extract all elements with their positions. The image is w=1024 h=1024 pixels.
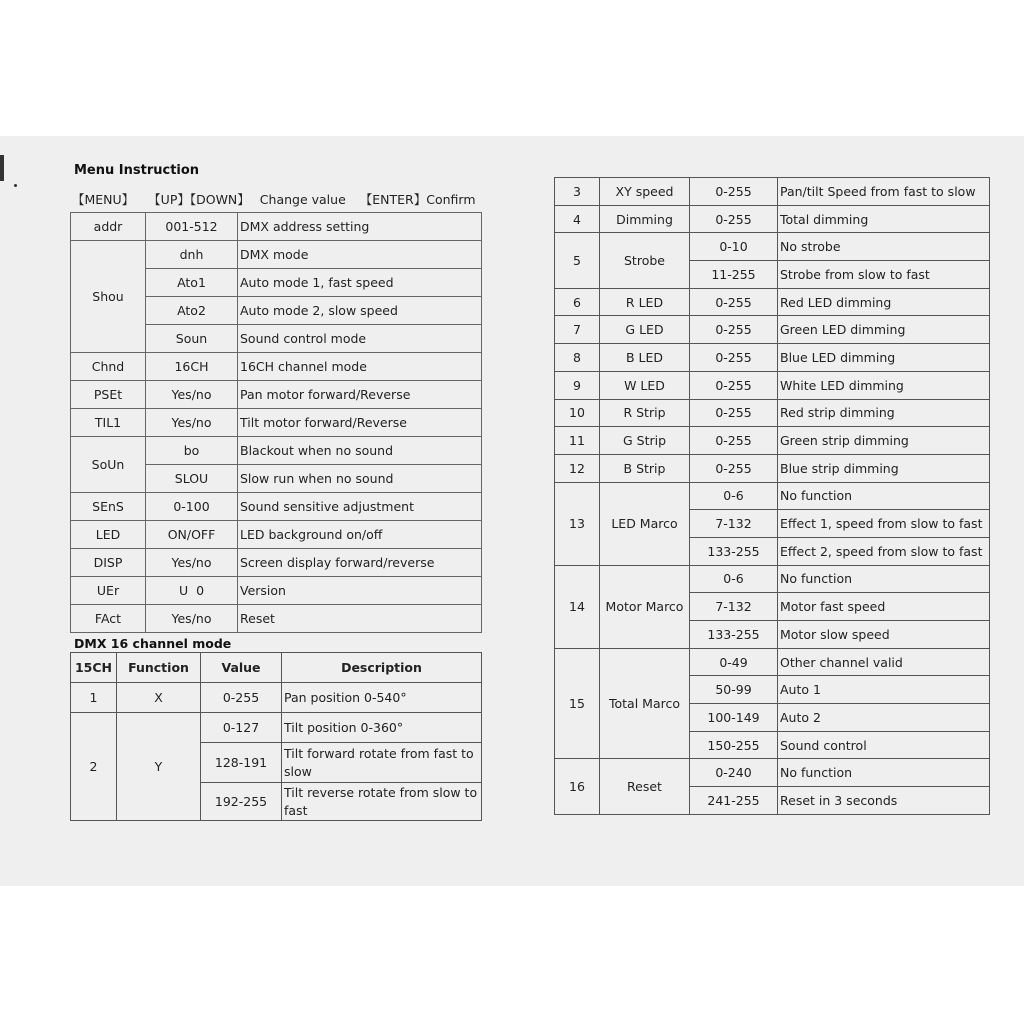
menu-option: Yes/no xyxy=(146,381,238,409)
table-row xyxy=(71,381,482,409)
channel-value: 133-255 xyxy=(690,621,778,649)
table-row xyxy=(555,178,990,206)
channel-number: 4 xyxy=(555,205,600,233)
menu-option: 0-100 xyxy=(146,493,238,521)
channel-function: B LED xyxy=(600,344,690,372)
channel-description: Reset in 3 seconds xyxy=(778,787,990,815)
menu-name: SEnS xyxy=(71,493,146,521)
menu-name: LED xyxy=(71,521,146,549)
menu-name: SoUn xyxy=(71,437,146,493)
channel-description: Auto 1 xyxy=(778,676,990,704)
table-header-row xyxy=(71,653,482,683)
channel-function: Total Marco xyxy=(600,648,690,759)
channel-value: 0-6 xyxy=(690,482,778,510)
menu-option: Ato1 xyxy=(146,269,238,297)
channel-function: W LED xyxy=(600,371,690,399)
channel-description: Blue strip dimming xyxy=(778,454,990,482)
table-row xyxy=(555,759,990,787)
channel-value: 11-255 xyxy=(690,261,778,289)
table-row xyxy=(71,577,482,605)
table-row xyxy=(555,454,990,482)
channel-function: R LED xyxy=(600,288,690,316)
dmx-section-title: DMX 16 channel mode xyxy=(74,636,232,651)
channel-description: Tilt reverse rotate from slow to fast xyxy=(282,783,482,821)
channel-value: 100-149 xyxy=(690,704,778,732)
menu-option: dnh xyxy=(146,241,238,269)
channel-function: Y xyxy=(117,713,201,821)
key-change-value: Change value xyxy=(259,192,346,207)
channel-function: Strobe xyxy=(600,233,690,288)
channel-description: Green LED dimming xyxy=(778,316,990,344)
channel-function: Motor Marco xyxy=(600,565,690,648)
channel-number: 14 xyxy=(555,565,600,648)
channel-value: 150-255 xyxy=(690,731,778,759)
channel-number: 6 xyxy=(555,288,600,316)
channel-description: Motor fast speed xyxy=(778,593,990,621)
channel-value: 0-49 xyxy=(690,648,778,676)
channel-value: 241-255 xyxy=(690,787,778,815)
header-description: Description xyxy=(282,653,482,683)
channel-function: Reset xyxy=(600,759,690,814)
table-row xyxy=(555,371,990,399)
table-row xyxy=(555,399,990,427)
channel-function: G LED xyxy=(600,316,690,344)
table-row xyxy=(555,316,990,344)
channel-number: 16 xyxy=(555,759,600,814)
channel-description: Motor slow speed xyxy=(778,621,990,649)
channel-description: Total dimming xyxy=(778,205,990,233)
menu-name: UEr xyxy=(71,577,146,605)
menu-description: Auto mode 2, slow speed xyxy=(238,297,482,325)
menu-name: TIL1 xyxy=(71,409,146,437)
channel-description: No function xyxy=(778,759,990,787)
table-row xyxy=(71,437,482,465)
channel-value: 0-255 xyxy=(690,371,778,399)
menu-description: DMX mode xyxy=(238,241,482,269)
menu-name: Chnd xyxy=(71,353,146,381)
channel-value: 0-255 xyxy=(690,399,778,427)
channel-description: Strobe from slow to fast xyxy=(778,261,990,289)
table-row xyxy=(555,205,990,233)
channel-function: Dimming xyxy=(600,205,690,233)
channel-value: 128-191 xyxy=(201,743,282,783)
menu-description: Slow run when no sound xyxy=(238,465,482,493)
channel-description: Tilt forward rotate from fast to slow xyxy=(282,743,482,783)
table-row xyxy=(555,288,990,316)
channel-value: 0-10 xyxy=(690,233,778,261)
menu-name: FAct xyxy=(71,605,146,633)
channel-function: G Strip xyxy=(600,427,690,455)
menu-option: 16CH xyxy=(146,353,238,381)
menu-description: Version xyxy=(238,577,482,605)
channel-description: Sound control xyxy=(778,731,990,759)
menu-name: addr xyxy=(71,213,146,241)
menu-description: Blackout when no sound xyxy=(238,437,482,465)
channel-function: LED Marco xyxy=(600,482,690,565)
channel-value: 0-127 xyxy=(201,713,282,743)
dmx-table-left xyxy=(70,652,482,821)
menu-option: bo xyxy=(146,437,238,465)
menu-description: Reset xyxy=(238,605,482,633)
table-row xyxy=(71,549,482,577)
channel-value: 0-240 xyxy=(690,759,778,787)
channel-value: 0-255 xyxy=(690,178,778,206)
channel-number: 10 xyxy=(555,399,600,427)
channel-number: 13 xyxy=(555,482,600,565)
menu-option: Yes/no xyxy=(146,549,238,577)
key-up: 【UP】 xyxy=(148,192,190,207)
menu-option: Yes/no xyxy=(146,409,238,437)
menu-description: Tilt motor forward/Reverse xyxy=(238,409,482,437)
key-confirm: Confirm xyxy=(426,192,476,207)
channel-value: 192-255 xyxy=(201,783,282,821)
menu-description: Sound control mode xyxy=(238,325,482,353)
channel-value: 0-6 xyxy=(690,565,778,593)
channel-description: Other channel valid xyxy=(778,648,990,676)
table-row xyxy=(71,493,482,521)
key-down: 【DOWN】 xyxy=(189,192,250,207)
channel-value: 0-255 xyxy=(201,683,282,713)
menu-option: U 0 xyxy=(146,577,238,605)
table-row xyxy=(71,353,482,381)
menu-table xyxy=(70,212,482,633)
scan-edge-dot xyxy=(14,184,17,187)
channel-value: 7-132 xyxy=(690,593,778,621)
channel-number: 7 xyxy=(555,316,600,344)
header-channel: 15CH xyxy=(71,653,117,683)
table-row xyxy=(555,565,990,593)
header-value: Value xyxy=(201,653,282,683)
channel-value: 7-132 xyxy=(690,510,778,538)
channel-description: Pan position 0-540° xyxy=(282,683,482,713)
channel-number: 1 xyxy=(71,683,117,713)
channel-value: 0-255 xyxy=(690,205,778,233)
table-row xyxy=(71,521,482,549)
menu-description: Screen display forward/reverse xyxy=(238,549,482,577)
menu-option: 001-512 xyxy=(146,213,238,241)
channel-description: No function xyxy=(778,482,990,510)
channel-description: Auto 2 xyxy=(778,704,990,732)
menu-option: ON/OFF xyxy=(146,521,238,549)
table-row xyxy=(71,605,482,633)
channel-description: Effect 1, speed from slow to fast xyxy=(778,510,990,538)
menu-name: PSEt xyxy=(71,381,146,409)
channel-number: 3 xyxy=(555,178,600,206)
channel-value: 0-255 xyxy=(690,316,778,344)
menu-name: Shou xyxy=(71,241,146,353)
channel-value: 0-255 xyxy=(690,288,778,316)
channel-description: No function xyxy=(778,565,990,593)
table-row xyxy=(71,213,482,241)
channel-number: 15 xyxy=(555,648,600,759)
table-row xyxy=(71,713,482,743)
channel-number: 2 xyxy=(71,713,117,821)
channel-value: 0-255 xyxy=(690,454,778,482)
menu-description: Auto mode 1, fast speed xyxy=(238,269,482,297)
channel-description: No strobe xyxy=(778,233,990,261)
key-enter: 【ENTER】 xyxy=(359,192,427,207)
menu-name: DISP xyxy=(71,549,146,577)
menu-description: DMX address setting xyxy=(238,213,482,241)
channel-description: Tilt position 0-360° xyxy=(282,713,482,743)
channel-description: Red strip dimming xyxy=(778,399,990,427)
menu-description: LED background on/off xyxy=(238,521,482,549)
table-row xyxy=(71,241,482,269)
channel-description: Blue LED dimming xyxy=(778,344,990,372)
dmx-table-right xyxy=(554,177,990,815)
channel-function: R Strip xyxy=(600,399,690,427)
page-title: Menu Instruction xyxy=(74,163,200,178)
key-legend xyxy=(72,190,486,208)
menu-option: Soun xyxy=(146,325,238,353)
channel-value: 50-99 xyxy=(690,676,778,704)
menu-description: Pan motor forward/Reverse xyxy=(238,381,482,409)
channel-value: 0-255 xyxy=(690,344,778,372)
table-row xyxy=(71,409,482,437)
scan-edge-mark xyxy=(0,155,4,181)
channel-number: 12 xyxy=(555,454,600,482)
channel-description: White LED dimming xyxy=(778,371,990,399)
channel-description: Effect 2, speed from slow to fast xyxy=(778,537,990,565)
table-row xyxy=(71,683,482,713)
table-row xyxy=(555,482,990,510)
table-row xyxy=(555,427,990,455)
channel-description: Red LED dimming xyxy=(778,288,990,316)
channel-number: 8 xyxy=(555,344,600,372)
channel-value: 0-255 xyxy=(690,427,778,455)
key-menu: 【MENU】 xyxy=(72,192,135,207)
table-row xyxy=(555,648,990,676)
menu-option: SLOU xyxy=(146,465,238,493)
menu-description: Sound sensitive adjustment xyxy=(238,493,482,521)
channel-function: B Strip xyxy=(600,454,690,482)
menu-description: 16CH channel mode xyxy=(238,353,482,381)
channel-number: 11 xyxy=(555,427,600,455)
table-row xyxy=(555,233,990,261)
channel-number: 9 xyxy=(555,371,600,399)
menu-option: Yes/no xyxy=(146,605,238,633)
header-function: Function xyxy=(117,653,201,683)
channel-function: XY speed xyxy=(600,178,690,206)
channel-description: Pan/tilt Speed from fast to slow xyxy=(778,178,990,206)
channel-function: X xyxy=(117,683,201,713)
channel-value: 133-255 xyxy=(690,537,778,565)
table-row xyxy=(555,344,990,372)
channel-description: Green strip dimming xyxy=(778,427,990,455)
menu-option: Ato2 xyxy=(146,297,238,325)
channel-number: 5 xyxy=(555,233,600,288)
